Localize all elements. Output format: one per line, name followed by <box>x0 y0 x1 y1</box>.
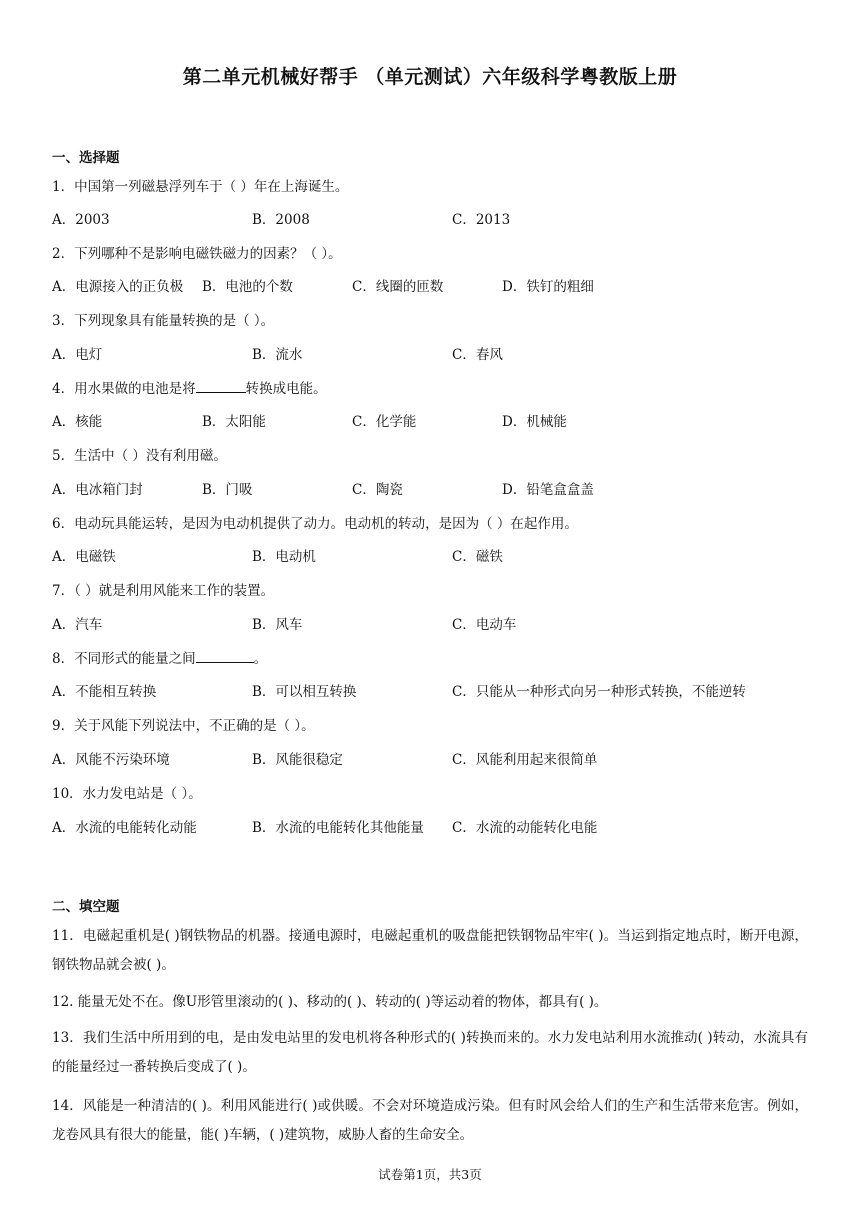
answer-blank <box>196 648 254 663</box>
question-11: 11．电磁起重机是( )钢铁物品的机器。接通电源时，电磁起重机的吸盘能把铁钢物品牢牢( )。当运到指定地点时，断开电源，钢铁物品就会被( )。 <box>52 928 808 973</box>
option-a: A．电冰箱门封 <box>52 482 143 498</box>
answer-blank <box>196 378 246 393</box>
option-b: B．2008 <box>252 212 310 228</box>
options-5 <box>52 478 812 498</box>
option-a: A．水流的电能转化动能 <box>52 820 197 836</box>
question-4 <box>52 377 327 397</box>
options-8 <box>52 680 812 700</box>
option-b: B．电动机 <box>252 549 316 565</box>
option-b: B．可以相互转换 <box>252 684 357 700</box>
section-heading-choice: 一、选择题 <box>52 150 120 166</box>
option-a: A．电磁铁 <box>52 549 116 565</box>
option-b: B．水流的电能转化其他能量 <box>252 820 424 836</box>
option-b: B．电池的个数 <box>202 279 293 295</box>
options-3 <box>52 343 812 363</box>
option-c: C．化学能 <box>352 414 417 430</box>
option-c: C．春风 <box>452 347 503 363</box>
option-a: A．电灯 <box>52 347 103 363</box>
option-a: A．不能相互转换 <box>52 684 157 700</box>
question-14: 14．风能是一种清洁的( )。利用风能进行( )或供暖。不会对环境造成污染。但有时风会给人们的生产和生活带来危害。例如，龙卷风具有很大的能量，能( )车辆，( )建筑物，威胁人畜的生命安全。 <box>52 1098 808 1143</box>
option-c: C．陶瓷 <box>352 482 403 498</box>
page-footer: 试卷第1页，共3页 <box>378 1167 482 1182</box>
options-1 <box>52 208 812 228</box>
question-text: 4．用水果做的电池是将 <box>52 381 196 397</box>
option-b: B．风车 <box>252 617 303 633</box>
option-c: C．风能利用起来很简单 <box>452 752 598 768</box>
option-b: B．流水 <box>252 347 303 363</box>
options-10 <box>52 816 812 836</box>
option-a: A．电源接入的正负极 <box>52 279 184 295</box>
option-d: D．铅笔盒盒盖 <box>502 482 594 498</box>
question-7: 7．（ ）就是利用风能来工作的装置。 <box>52 583 275 599</box>
section-heading-fill: 二、填空题 <box>52 899 120 915</box>
option-b: B．太阳能 <box>202 414 266 430</box>
question-6: 6．电动玩具能运转，是因为电动机提供了动力。电动机的转动，是因为（ ）在起作用。 <box>52 516 578 532</box>
options-4 <box>52 410 812 430</box>
option-b: B．风能很稳定 <box>252 752 343 768</box>
question-1: 1．中国第一列磁悬浮列车于（ ）年在上海诞生。 <box>52 179 349 195</box>
options-9 <box>52 748 812 768</box>
page-title: 第二单元机械好帮手 （单元测试）六年级科学粤教版上册 <box>182 66 678 88</box>
question-2: 2．下列哪种不是影响电磁铁磁力的因素？（ ）。 <box>52 246 342 262</box>
question-text: 8．不同形式的能量之间 <box>52 651 196 667</box>
question-9: 9．关于风能下列说法中，不正确的是（ ）。 <box>52 718 315 734</box>
option-c: C．线圈的匝数 <box>352 279 444 295</box>
options-6 <box>52 545 812 565</box>
option-a: A．2003 <box>52 212 110 228</box>
question-8 <box>52 647 267 667</box>
option-c: C．磁铁 <box>452 549 503 565</box>
question-13: 13．我们生活中所用到的电，是由发电站里的发电机将各种形式的( )转换而来的。水力发电站利用水流推动( )转动，水流具有的能量经过一番转换后变成了( )。 <box>52 1030 808 1075</box>
option-a: A．风能不污染环境 <box>52 752 170 768</box>
option-c: C．电动车 <box>452 617 517 633</box>
options-7 <box>52 613 812 633</box>
option-c: C．水流的动能转化电能 <box>452 820 598 836</box>
option-c: C．2013 <box>452 212 511 228</box>
question-text: 。 <box>253 651 268 667</box>
question-text: 转换成电能。 <box>245 381 327 397</box>
option-d: D．铁钉的粗细 <box>502 279 594 295</box>
options-2 <box>52 275 812 295</box>
option-a: A．汽车 <box>52 617 103 633</box>
question-5: 5．生活中（ ）没有利用磁。 <box>52 448 227 464</box>
question-3: 3．下列现象具有能量转换的是（ ）。 <box>52 313 275 329</box>
question-12: 12. 能量无处不在。像U形管里滚动的( )、移动的( )、转动的( )等运动着的物体，都具有( )。 <box>52 994 608 1010</box>
option-c: C．只能从一种形式向另一种形式转换，不能逆转 <box>452 684 746 700</box>
question-10: 10．水力发电站是（ ）。 <box>52 786 202 802</box>
option-a: A．核能 <box>52 414 103 430</box>
option-d: D．机械能 <box>502 414 567 430</box>
option-b: B．门吸 <box>202 482 253 498</box>
